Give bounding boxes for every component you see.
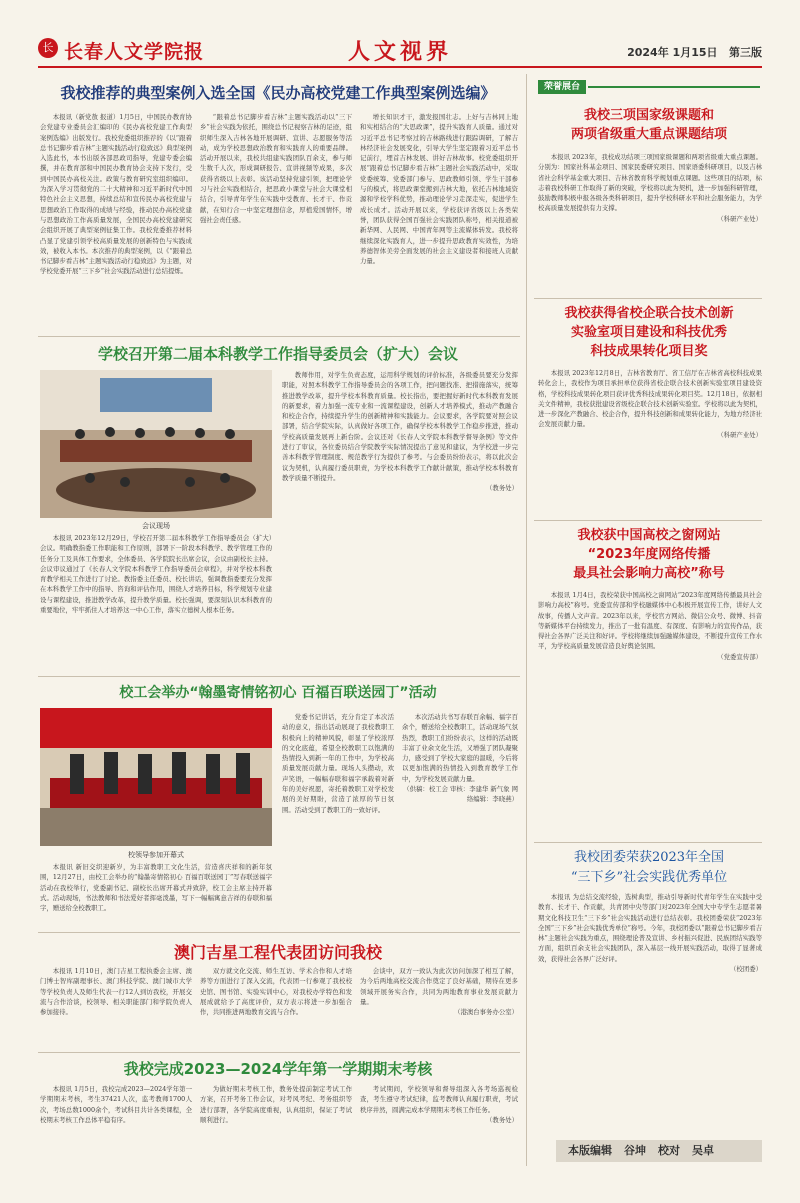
article-5-col-1: 本报讯 1月5日，我校完成2023—2024学年第一学期期末考核，考生37421人次，监考教师1700人次，考场总数1000余个，考试科目共计各类课程，全校期末考核工作总体平稳有序。 xyxy=(40,1085,192,1124)
article-3-title: 校工会举办“翰墨寄情铭初心 百福百联送园丁”活动 xyxy=(119,685,437,701)
article-4-title: 澳门吉星工程代表团访问我校 xyxy=(173,943,382,962)
meeting-photo xyxy=(40,370,272,518)
article-1-col-2: “跟着总书记脚步看吉林”主题实践活动以“三下乡”社会实践为依托，围绕总书记视察吉林的足迹，组织师生深入吉林各地开展调研、宣讲、志愿服务等活动，成为学校思想政治教育和实践育人的重要品牌。活动开展以来，我校共组建实践团队百余支，参与师生数千人次，形成调研报告、宣讲视频等成果，多次获得省级以上表彰。该活动坚持党建引领，把理论学习与社会实践相结合，把思政小课堂与社会大课堂相结合，引导青年学生在实践中受教育、长才干、作贡献，在知行合一中坚定理想信念，厚植爱国情怀，增强社会责任感。 xyxy=(200,113,352,224)
editor-credits xyxy=(556,1140,762,1162)
sidebar-1-byline: （科研产业处） xyxy=(717,214,762,223)
masthead xyxy=(38,36,762,64)
article-4-col-2: 双方就文化交流、师生互访、学术合作和人才培养等方面进行了深入交流，代表团一行参观了我校校史馆、图书馆、实验实训中心，对我校办学特色和发展成就给予了高度评价，双方表示将进一步加强合作，共同推进两地教育交流与合作。 xyxy=(200,967,352,1017)
section-title: 人文视界 xyxy=(347,39,452,65)
article-2-byline: （教务处） xyxy=(486,484,518,493)
sidebar-3-title: 我校获中国高校之窗网站 “2023年度网络传播 最具社会影响力高校”称号 xyxy=(573,528,725,581)
proof-label: 校对 xyxy=(658,1144,680,1157)
union-event-photo xyxy=(40,708,272,846)
page-number: 第三版 xyxy=(729,46,762,59)
article-3-byline: （供稿：校工会 审核：李建华 新气象 网络编辑：李晓燕） xyxy=(403,785,518,804)
divider xyxy=(38,1052,520,1053)
sidebar-1-title: 我校三项国家级课题和 两项省级重大重点课题结项 xyxy=(570,108,727,142)
article-5-col-2: 为做好期末考核工作，教务处提前制定考试工作方案，召开考务工作会议，对考风考纪、考务组织等进行部署，各学院高度重视，认真组织，保证了考试顺利进行。 xyxy=(200,1085,352,1124)
union-event-photo-caption: 校领导参加开幕式 xyxy=(128,851,184,859)
editor-name: 谷坤 xyxy=(624,1144,646,1157)
article-1-title: 我校推荐的典型案例入选全国《民办高校党建工作典型案例选编》 xyxy=(60,84,496,102)
sidebar-4-title: 我校团委荣获2023年全国 “三下乡”社会实践优秀单位 xyxy=(570,850,728,885)
editor-label: 本版编辑 xyxy=(568,1144,612,1157)
article-5-byline: （教务处） xyxy=(486,1115,518,1124)
divider xyxy=(38,676,520,677)
meeting-photo-caption: 会议现场 xyxy=(142,522,170,530)
divider xyxy=(534,842,762,843)
issue-date: 2024年 1月15日 xyxy=(627,46,718,59)
paper-name: 长春人文学院报 xyxy=(64,41,205,63)
article-1-col-3: 增长知识才干，激发报国壮志。上好与吉林同上地和实相结合的“大思政课”，提升实践育人质量。通过对习近平总书记考察过的吉林路线进行跟踪调研，了解吉林经济社会发展变化，引导大学生坚定跟着习近平总书记前行，埋首吉林发展、讲好吉林故事。校党委组织开展“跟着总书记脚步看吉林”主题社会实践活动中，采取党委统筹、党委部门参与、思政教师引领、学生干部参与的模式，将思政课堂搬到吉林大地，依托吉林地域资源和学校学科优势，推动理论学习走深走实，促进学生成长成才。活动开展以来，学校获评省级以上各类荣誉，团队获得全国百强社会实践团队称号，相关报道被新华网、人民网、中国青年网等主流媒体转发。我校将继续深化实践育人，进一步提升思政教育实效性，为培养德智体美劳全面发展的社会主义建设者和接班人贡献力量。 xyxy=(360,113,518,266)
article-4-col-1: 本报讯 1月10日，澳门吉星工程执委会主席、澳门博士智库副理事长、澳门科技学院、澳门城市大学等学校负责人及师生代表一行12人到访我校，开展交流与合作洽谈，校领导、相关职能部门和学院负责人参加接待。 xyxy=(40,967,192,1017)
issue-date-page xyxy=(627,44,762,60)
masthead-rule xyxy=(38,66,762,68)
divider xyxy=(534,520,762,521)
sidebar-3-byline: （党委宣传部） xyxy=(717,652,762,661)
proofreader-name: 吴卓 xyxy=(692,1144,714,1157)
article-5-col-3: 考试期间，学校领导和督导组深入各考场巡视检查，考生遵守考试纪律，监考教师认真履行职责，考试秩序井然，圆满完成本学期期末考核工作任务。 （教务处） xyxy=(360,1085,518,1124)
article-2-col-2: 教师作用，对学生负责态度，运用科学规划的评价标准，各级委员要充分发挥职能，对照本科教学工作指导委员会的各项工作，把问题找准、把措施落实，统筹推进教学改革，提升学校本科教育质量。校长指出，要把握好新时代本科教育发展的新要求，着力加强一流专业和一流课程建设，创新人才培养模式，推动产教融合和校企合作，持续提升学生的创新精神和实践能力。会议要求，各学院要对照会议部署，结合学院实际，认真做好各项工作，确保学校本科教学工作稳步推进，推动学校高质量发展再上新台阶。会议还对《长春人文学院本科教学督导条例》等文件进行了审议，各位委员结合学院教学实际情况提出了意见和建议，为学校进一步完善本科教学管理制度、规范教学行为提供了参考。与会委员纷纷表示，将以此次会议为契机，认真履行委员职责，为学校本科教学工作献计献策，推动学校本科教育教学质量不断提升。 （教务处） xyxy=(282,371,518,493)
school-logo-icon: 长 xyxy=(38,38,58,58)
sidebar-1-body: 本报讯 2023年，我校成功结项三项国家级课题和两项省级重大重点课题。分别为：国家社科基金项目、国家民委研究项目、国家语委科研项目，以及吉林省社会科学基金重大项目、吉林省教育科学规划重点课题。这些项目的结项，标志着我校科研工作取得了新的突破，学校将以此为契机，进一步加强科研管理，鼓励教师积极申报各级各类科研项目，提升学校科研水平和社会服务能力，为学校高质量发展提供有力支撑。 （科研产业处） xyxy=(538,153,762,223)
article-4-col-3: 会谈中，双方一致认为此次访问加深了相互了解，为今后两地高校交流合作奠定了良好基础，期待在更多领域开展务实合作，共同为两地教育事业发展贡献力量。 （港澳台事务办公室） xyxy=(360,967,518,1017)
divider xyxy=(38,336,520,337)
article-5-title: 我校完成2023—2024学年第一学期期末考核 xyxy=(123,1060,433,1078)
article-1-col-1: 本报讯（新党敖 报道）1月5日，中国民办教育协会党建专业委员会汇编印的《民办高校党建工作典型案例选编》出版发行。我校党委组织推荐的《以“跟着总书记脚步看吉林”主题实践活动行稳致远》典型案例入选此书，本书出版各部思政司指导，党建专委会编撰，并在教育部和中国民办教育协会支持下发行，受到中国民办高校关注。政策与教育研究室组织编印。为深入学习贯彻党的二十大精神和习近平新时代中国特色社会主义思想，持续总结和宣传民办高校党建与思想政治工作取得的成绩与经验，推动民办高校党建与思想政治工作高质量发展，全国民办高校党建研究会组织开展了典型案例征集工作。我校党委推荐材料凸显了党建引领学校高质量发展的创新特色与实践成效，被收入本书。本次推荐的典型案例，以《“跟着总书记脚步看吉林”主题实践活动行稳致远》为主题，对学校党委开展“三下乡”社会实践活动进行总结提炼。 xyxy=(40,113,192,276)
article-3-col-2: 党委书记讲话，充分肯定了本次活动的意义，指出活动展现了我校教职工积极向上的精神风貌，彰显了学校浓厚的文化底蕴，希望全校教职工以饱满的热情投入到新一年的工作中，为学校高质量发展贡献力量。现场人头攒动，欢声笑语，一幅幅春联和福字承载着对新年的美好祝愿，寄托着教职工对学校发展的美好期盼，营造了浓厚的节日氛围。活动受到了教职工的一致好评。 xyxy=(282,713,394,814)
sidebar-2-byline: （科研产业处） xyxy=(717,430,762,439)
sidebar-4-body: 本报讯 为总结交流经验，选树典型，推动引导新时代青年学生在实践中受教育、长才干、作贡献，共青团中央等部门对2023年全国大中专学生志愿者暑期文化科技卫生“三下乡”社会实践活动进行总结表彰。我校团委荣获“2023年全国“三下乡”社会实践优秀单位”称号。今年，我校团委以“跟着总书记脚步看吉林”主题社会实践为重点，围绕理论普及宣讲、乡村振兴促进、民族团结实践等方面，组织百余支社会实践团队，深入基层一线开展实践活动，取得了显著成效，获得社会各界广泛好评。 （校团委） xyxy=(538,893,762,974)
sidebar-tag: 荣誉展台 xyxy=(538,80,586,94)
sidebar-2-body: 本报讯 2023年12月8日，吉林省教育厅、省工信厅在吉林省高校科技成果转化会上，我校作为项目承担单位获得省校企联合技术创新实验室项目建设资格，学校科技成果转化项目获评优秀科技成果转化项目奖。12月18日，依据相关文件精神，我校获批建设省级校企联合技术创新实验室。学校将以此为契机，进一步深化产教融合、校企合作，提升科技创新和成果转化能力，为地方经济社会发展贡献力量。 （科研产业处） xyxy=(538,369,762,439)
sidebar-3-body: 本报讯 1月4日，我校荣获中国高校之窗网站“2023年度网络传播最具社会影响力高校”称号。党委宣传部和学校融媒体中心积极开展宣传工作，讲好人文故事，传播人文声音。2023年以来，学校官方网站、微信公众号、微博、抖音等新媒体平台持续发力，推出了一批有温度、有深度、有影响力的宣传作品，获得社会各界广泛关注和好评。学校将继续加强融媒体建设，不断提升宣传工作水平，为学校高质量发展营造良好舆论氛围。 （党委宣传部） xyxy=(538,591,762,661)
divider xyxy=(38,932,520,933)
divider xyxy=(534,298,762,299)
column-divider xyxy=(526,74,527,1166)
sidebar-4-byline: （校团委） xyxy=(730,965,762,974)
article-3-col-3: 本次活动共书写春联百余幅、福字百余个，赠送给全校教职工，活动现场气氛热烈，教职工们纷纷表示，这样的活动既丰富了业余文化生活，又增强了团队凝聚力，感受到了学校大家庭的温暖，今后将以更加饱满的热情投入到教育教学工作中，为学校发展贡献力量。 （供稿：校工会 审核：李建华 新气象 网络编辑：李晓燕） xyxy=(402,713,518,804)
article-4-byline: （港澳台事务办公室） xyxy=(454,1008,518,1017)
sidebar-2-title: 我校获得省校企联合技术创新 实验室项目建设和科技优秀 科技成果转化项目奖 xyxy=(564,306,734,359)
article-2-col-1: 本报讯 2023年12月29日，学校召开第二届本科教学工作指导委员会（扩大）会议。明确教指委工作职能和工作原则，部署下一阶段本科教学、教学管理工作的任务分工及具体工作要求，全体委员、各学院院长出席会议，会议由副校长主持。会议审议通过了《长春人文学院本科教学工作指导委员会章程》，并对学校本科教育教学相关工作进行了讨论。教指委主任委员、校长讲话，强调教指委要充分发挥在本科教学工作中的指导、咨询和评估作用，围绕人才培养目标，科学规划专业建设与课程建设，推进教学改革，提升教学质量。校长强调，要深刻认识本科教育的重要地位，牢牢抓住人才培养这一中心工作，落实立德树人根本任务。 xyxy=(40,534,272,615)
article-3-col-1: 本报讯 新旧交织迎新岁，为丰富教职工文化生活，营造喜庆祥和的新年氛围，12月27日，由校工会举办的“翰墨寄情铭初心 百福百联送园丁”写春联送福字活动在我校举行，党委副书记、副校长出席开幕式并致辞，校工会主席主持开幕式。活动现场，书法教师和书法爱好者挥毫泼墨，写下一幅幅寓意吉祥的春联和福字，赠送给全校教职工。 xyxy=(40,863,272,913)
sidebar-tag-rule xyxy=(588,86,760,88)
article-2-title: 学校召开第二届本科教学工作指导委员会（扩大）会议 xyxy=(97,345,458,363)
